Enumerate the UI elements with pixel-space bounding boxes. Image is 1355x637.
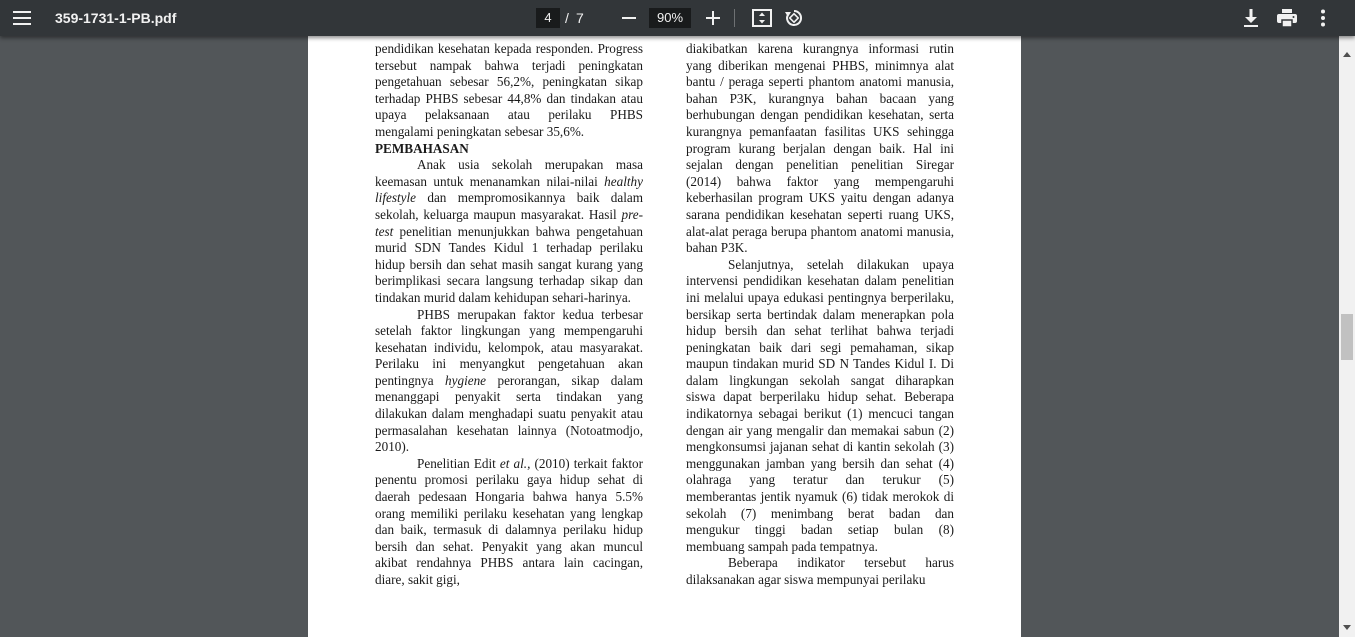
download-button[interactable] <box>1238 5 1264 31</box>
fit-to-page-icon <box>752 9 772 27</box>
paragraph: pendidikan kesehatan kepada responden. Progress tersebut nampak bahwa terjadi peningkatan pengetahuan sebesar 56,2%, peningkatan sikap terhadap PHBS sebesar 44,8% dan tindakan atau upaya pelaksanaan atau perilaku PHBS mengalami peningkatan sebesar 35,6%. <box>375 41 643 139</box>
section-heading: PEMBAHASAN <box>375 140 469 156</box>
more-vert-icon <box>1320 9 1326 27</box>
menu-icon <box>13 11 31 25</box>
document-title: 359-1731-1-PB.pdf <box>55 10 177 26</box>
rotate-button[interactable] <box>781 5 807 31</box>
paragraph: diakibatkan karena kurangnya informasi rutin yang diberikan mengenai PHBS, minimnya alat bantu / peraga seperti phantom anatomi manusia, bahan P3K, kurangnya bahan bacaan yang berhubungan dengan pendidikan kesehatan, serta kurangnya pemanfaatan fasilitas UKS sehingga program kurang berjalan dengan baik. Hal ini sejalan dengan penelitian penelitian Siregar (2014) bahwa faktor yang mempengaruhi keberhasilan program UKS yaitu dengan adanya sarana pendidikan kesehatan seperti ruang UKS, alat-alat peraga berupa phantom anatomi manusia, bahan P3K. <box>686 41 954 256</box>
fit-to-page-button[interactable] <box>749 5 775 31</box>
right-column <box>686 41 954 589</box>
paragraph: Selanjutnya, setelah dilakukan upaya intervensi pendidikan kesehatan dalam penelitian ini melalui upaya edukasi pentingnya berperilaku, bersikap serta bertindak dalam menerapkan pola hidup bersih dan sehat terlihat bahwa terjadi peningkatan baik dari segi pemahaman, sikap maupun tindakan murid SD N Tandes Kidul I. Di dalam lingkungan sekolah sangat diharapkan siswa dapat berperilaku hidup sehat. Beberapa indikatornya sebagai berikut (1) mencuci tangan dengan air yang mengalir dan memakai sabun (2) mengkonsumsi jajanan sehat di kantin sekolah (3) menggunakan jamban yang bersih dan sehat (4) olahraga yang teratur dan terukur (5) memberantas jentik nyamuk (6) tidak merokok di sekolah (7) menimbang berat badan dan mengukur tinggi badan setiap bulan (8) membuang sampah pada tempatnya. <box>686 256 954 554</box>
zoom-level-input[interactable]: 90% <box>649 8 691 28</box>
menu-button[interactable] <box>6 3 38 33</box>
print-icon <box>1277 9 1297 27</box>
download-icon <box>1243 9 1259 27</box>
page-total: 7 <box>576 10 584 26</box>
paragraph: Beberapa indikator tersebut harus dilaksanakan agar siswa mempunyai perilaku <box>686 555 954 587</box>
vertical-scrollbar[interactable] <box>1339 36 1355 637</box>
scrollbar-thumb[interactable] <box>1341 314 1353 360</box>
paragraph: Penelitian Edit et al., (2010) terkait faktor penentu promosi perilaku gaya hidup sehat di daerah pedesaan Hongaria bahwa hanya 5.5% orang memiliki perilaku kesehatan yang lengkap dan baik, termasuk di dalamnya perilaku hidup bersih dan sehat. Penyakit yang akan muncul akibat rendahnya PHBS antara lain cacingan, diare, sakit gigi, <box>375 455 643 587</box>
paragraph: Anak usia sekolah merupakan masa keemasan untuk menanamkan nilai-nilai healthy lifestyle dan mempromosikannya baik dalam sekolah, keluarga maupun masyarakat. Hasil pre-test penelitian menunjukkan bahwa pengetahuan murid SDN Tandes Kidul 1 terhadap perilaku hidup bersih dan sehat masih sangat kurang yang berimplikasi secara langsung terhadap sikap dan tindakan murid dalam kehidupan sehari-harinya. <box>375 157 643 305</box>
more-actions-button[interactable] <box>1310 5 1336 31</box>
zoom-in-button[interactable] <box>701 6 725 30</box>
scroll-up-arrow-icon[interactable] <box>1343 52 1351 57</box>
page-number-input[interactable]: 4 <box>536 8 560 28</box>
pdf-viewer[interactable] <box>0 36 1339 637</box>
plus-icon <box>706 11 720 25</box>
scroll-down-arrow-icon[interactable] <box>1343 625 1351 630</box>
print-button[interactable] <box>1274 5 1300 31</box>
left-column <box>375 41 643 589</box>
zoom-out-button[interactable] <box>617 6 641 30</box>
minus-icon <box>622 11 636 25</box>
page-separator: / <box>565 10 569 26</box>
pdf-toolbar <box>0 0 1355 36</box>
pdf-page <box>308 36 1021 637</box>
toolbar-divider <box>734 9 735 27</box>
rotate-icon <box>784 8 804 28</box>
paragraph: PHBS merupakan faktor kedua terbesar setelah faktor lingkungan yang mempengaruhi kesehatan individu, kelompok, atau masyarakat. Perilaku ini menyangkut pengetahuan akan pentingnya hygiene perorangan, sikap dalam menanggapi penyakit serta tindakan yang dilakukan dalam menghadapi suatu penyakit atau permasalahan kesehatan lainnya (Notoatmodjo, 2010). <box>375 306 643 455</box>
